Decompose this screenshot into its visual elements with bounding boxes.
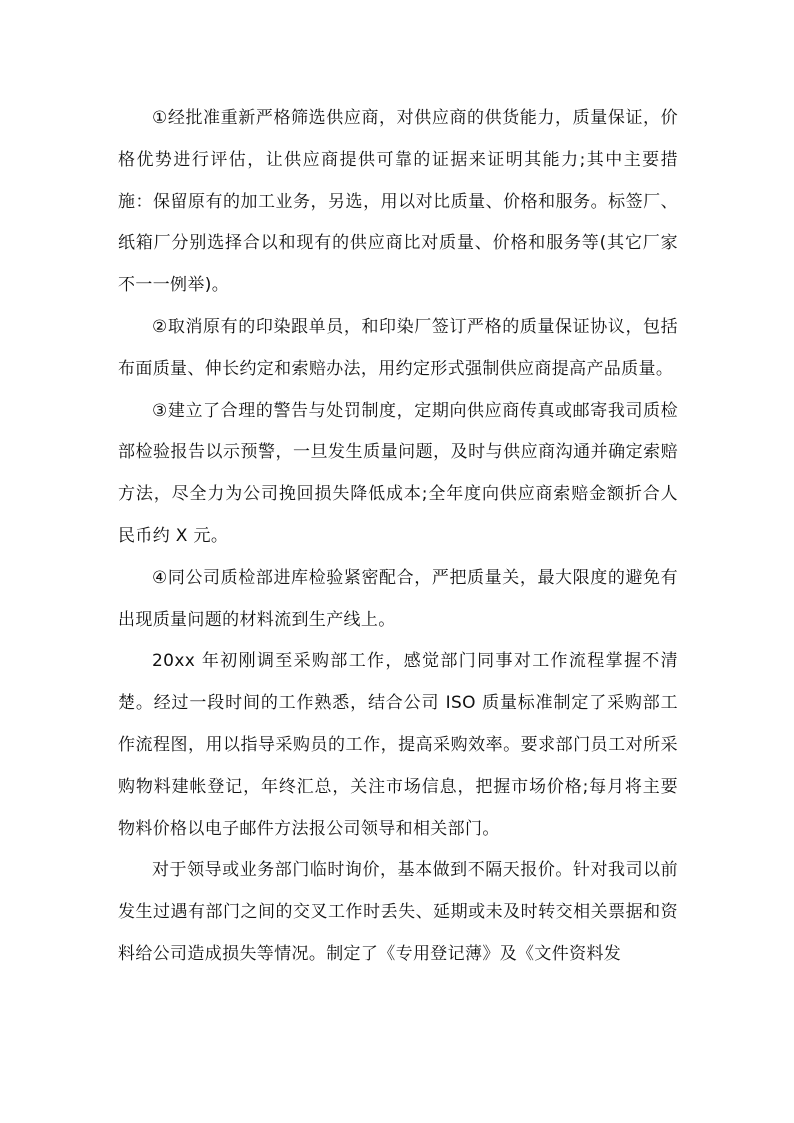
paragraph-workflow: 20xx 年初刚调至采购部工作，感觉部门同事对工作流程掌握不清楚。经过一段时间的工作熟悉，结合公司 ISO 质量标准制定了采购部工作流程图，用以指导采购员的工作，提高采购效率。要求部门员工对所采购物料建帐登记，年终汇总，关注市场信息，把握市场价格;每月将主要物料价格以电子邮件方法报公司领导和相关部门。 [118,651,678,839]
paragraph-quality-agreement: ②取消原有的印染跟单员，和印染厂签订严格的质量保证协议，包括布面质量、伸长约定和索赔办法，用约定形式强制供应商提高产品质量。 [118,316,678,379]
paragraph-inspection-cooperation: ④同公司质检部进库检验紧密配合，严把质量关，最大限度的避免有出现质量问题的材料流到生产线上。 [118,567,678,630]
paragraph-quotation-registry: 对于领导或业务部门临时询价，基本做到不隔天报价。针对我司以前发生过遇有部门之间的交叉工作时丢失、延期或未及时转交相关票据和资料给公司造成损失等情况。制定了《专用登记薄》及《文件资料发 [118,860,678,964]
paragraph-penalty-system: ③建立了合理的警告与处罚制度，定期向供应商传真或邮寄我司质检部检验报告以示预警，一旦发生质量问题，及时与供应商沟通并确定索赔方法，尽全力为公司挽回损失降低成本;全年度向供应商索赔金额折合人民币约 X 元。 [118,400,678,546]
paragraph-supplier-screening: ①经批准重新严格筛选供应商，对供应商的供货能力，质量保证，价格优势进行评估，让供应商提供可靠的证据来证明其能力;其中主要措施：保留原有的加工业务，另选，用以对比质量、价格和服务。标签厂、纸箱厂分别选择合以和现有的供应商比对质量、价格和服务等(其它厂家不一一例举)。 [118,108,678,296]
document-body [118,98,678,976]
